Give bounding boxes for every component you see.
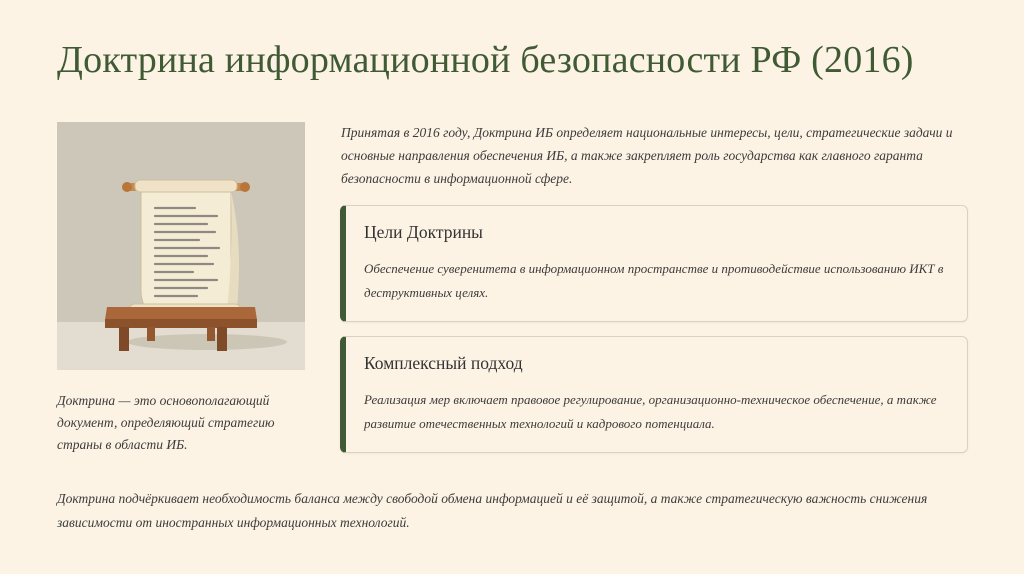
page-title: Доктрина информационной безопасности РФ (2016) — [57, 39, 914, 81]
illustration-caption: Доктрина — это основополагающий документ, определяющий стратегию страны в области ИБ. — [57, 393, 275, 452]
footer-paragraph: Доктрина подчёркивает необходимость баланса между свободой обмена информацией и её защитой, а также стратегическую важность снижения зависимости от иностранных информационных технологий. — [57, 491, 928, 530]
card-complex-approach — [340, 336, 968, 453]
scroll-illustration — [57, 122, 305, 370]
intro-paragraph: Принятая в 2016 году, Доктрина ИБ определяет национальные интересы, цели, стратегические задачи и основные направления обеспечения ИБ, а также закрепляет роль государства как главного гаранта безопасности в информационной сфере. — [341, 125, 953, 186]
card-title: Цели Доктрины — [364, 222, 483, 242]
card-title: Комплексный подход — [364, 353, 523, 373]
card-body: Обеспечение суверенитета в информационном пространстве и противодействие использованию ИКТ в деструктивных целях. — [364, 261, 944, 300]
card-body: Реализация мер включает правовое регулирование, организационно-техническое обеспечение, а также развитие отечественных технологий и кадрового потенциала. — [364, 392, 937, 431]
card-doctrine-goals — [340, 205, 968, 322]
